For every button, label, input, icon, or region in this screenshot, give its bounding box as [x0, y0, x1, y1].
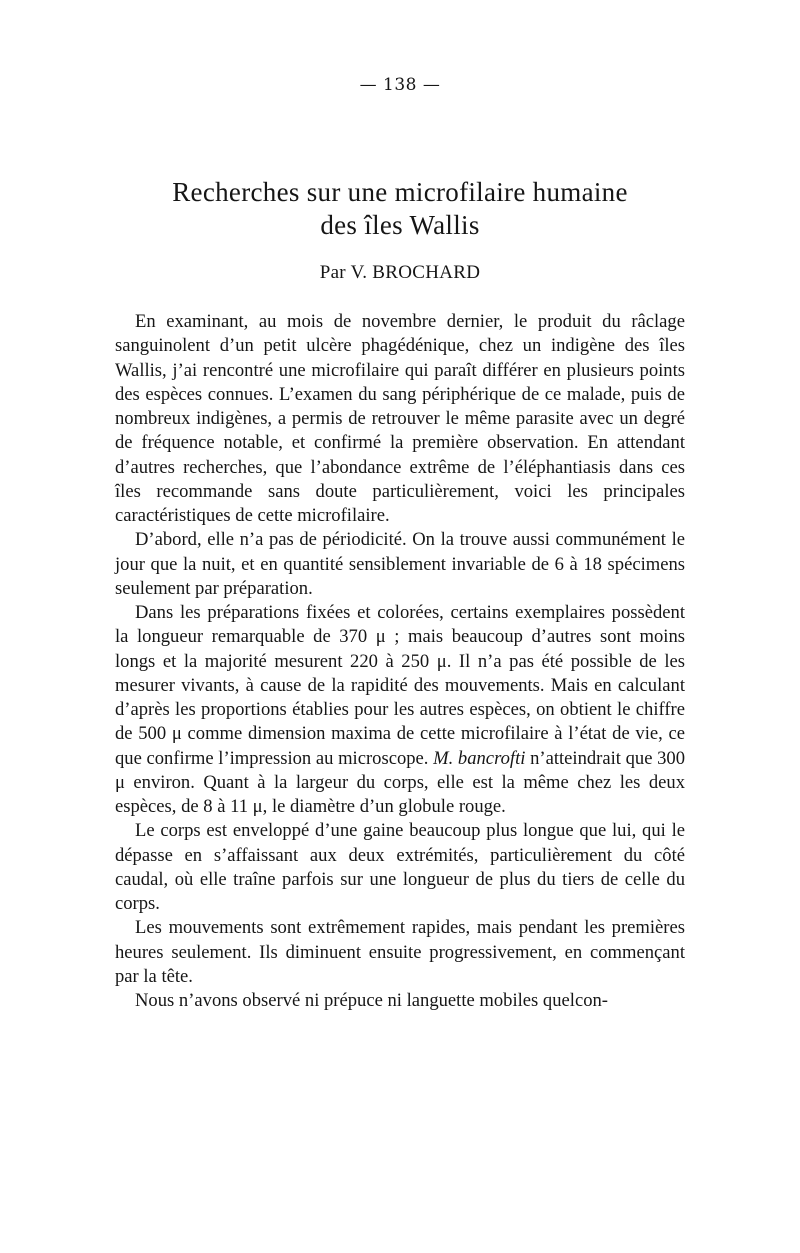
- author-byline: Par V. BROCHARD: [319, 262, 481, 283]
- species-name-italic: M. bancrofti: [433, 747, 526, 769]
- page-number: — 138 —: [359, 75, 441, 95]
- paragraph-1: En examinant, au mois de novembre dernier, le produit du râclage sanguinolent d’un petit ulcère phagédénique, chez un indigène des îles Wallis, j’ai rencontré une microfilaire qui paraît différer en plusieurs points des espèces connues. L’examen du sang périphérique de ce malade, puis de nombreux indigènes, a permis de retrouver le même parasite avec un degré de fréquence notable, et confirmé la première observation. En attendant d’autres recherches, que l’abondance extrême de l’éléphantiasis dans ces îles recommande sans doute particulièrement, voici les principales caractéristiques de cette microfilaire.: [115, 311, 685, 526]
- article-body: [115, 310, 685, 1013]
- paragraph-5: Les mouvements sont extrêmement rapides, mais pendant les premières heures seulement. Ils diminuent ensuite progressivement, en commençant par la tête.: [115, 917, 685, 987]
- paragraph-3: [115, 601, 685, 819]
- paragraph-2: D’abord, elle n’a pas de périodicité. On la trouve aussi communément le jour que la nuit, et en quantité sensiblement invariable de 6 à 18 spécimens seulement par préparation.: [115, 529, 685, 599]
- paragraph-3-text-after: n’atteindrait que 300 μ environ. Quant à la largeur du corps, elle est la même chez les deux espèces, de 8 à 11 μ, le diamètre d’un globule rouge.: [115, 747, 685, 817]
- paragraph-3-text-before: Dans les préparations fixées et colorées, certains exemplaires possèdent la longueur remarquable de 370 μ ; mais beaucoup d’autres sont moins longs et la majorité mesurent 220 à 250 μ. Il n’a pas été possible de les mesurer vivants, à cause de la rapidité des mouvements. Mais en calculant d’après les proportions établies pour les autres espèces, on obtient le chiffre de 500 μ comme dimension maxima de cette microfilaire à l’état de vie, ce que confirme l’impression au microscope.: [115, 602, 685, 769]
- article-title: [100, 176, 700, 242]
- title-line-1: Recherches sur une microfilaire humaine: [172, 177, 628, 207]
- title-line-2: des îles Wallis: [320, 210, 480, 240]
- paragraph-6: Nous n’avons observé ni prépuce ni languette mobiles quelcon-: [135, 990, 608, 1011]
- paragraph-4: Le corps est enveloppé d’une gaine beaucoup plus longue que lui, qui le dépasse en s’affaissant aux deux extrémités, particulièrement du côté caudal, où elle traîne parfois sur une longueur de plus du tiers de celle du corps.: [115, 820, 685, 914]
